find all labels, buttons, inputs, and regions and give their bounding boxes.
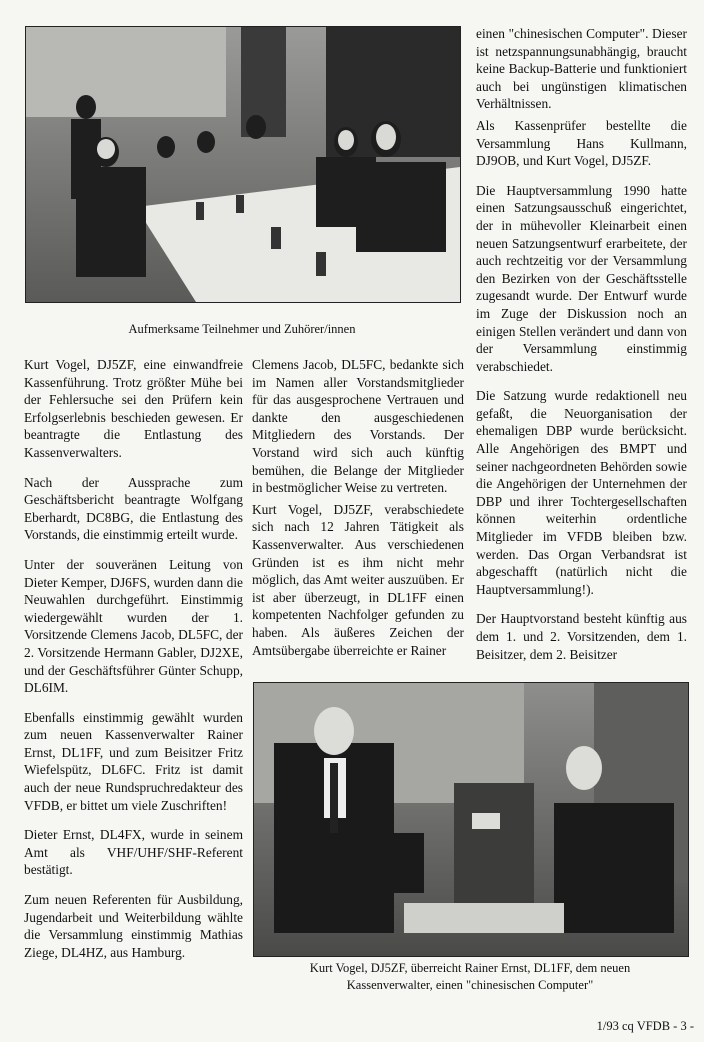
paragraph: Kurt Vogel, DJ5ZF, verabschiedete sich nach 12 Jahren Tätigkeit als Kassenverwalter. Aus verschiedenen Gründen ist es ihm nicht mehr möglich, das Amt weiter auszuüben. Er ist aber überzeugt, in DL1FF einen kompetenten Nachfolger gefunden zu haben. Als äußeres Zeichen der Amtsübergabe überreichte er Rainer [252,501,464,658]
paragraph: Kurt Vogel, DJ5ZF, eine einwandfreie Kassenführung. Trotz größter Mühe bei der Fehlersuche sei den Prüfern kein Erfolgserlebnis beschieden gewesen. Er beantragte die Entlastung des Kassenverwalters. [24,357,243,460]
paragraph: Zum neuen Referenten für Ausbildung, Jugendarbeit und Weiterbildung wählte die Versammlung einstimmig Mathias Ziege, DL4HZ, aus Hamburg. [24,892,243,960]
paragraph: Dieter Ernst, DL4FX, wurde in seinem Amt als VHF/UHF/SHF-Referent bestätigt. [24,827,243,878]
paragraph: Unter der souveränen Leitung von Dieter Kemper, DJ6FS, wurden dann die Neuwahlen durchgeführt. Einstimmig wiedergewählt wurden der 1. Vorsitzende Clemens Jacob, DL5FC, der 2. Vorsitzende Hermann Gabler, DJ2XE, und der Geschäftsführer Günter Schupp, DL6IM. [24,556,243,696]
paragraph: Die Satzung wurde redaktionell neu gefaßt, die Neuorganisation der ehemaligen DBP wurde berücksicht. Alle Angehörigen des BMPT und seiner nachgeordneten Behörden sowie die Angehörigen der Unternehmen der DBP und ihrer Tochtergesellschaften können weiterhin ordentliche Mitglieder im VFDB bleiben bzw. werden. Das Organ Verbandsrat ist abgeschafft (natürlich nicht die Hauptversammlung!). [476,388,687,597]
photo-meeting-attendees [25,26,461,303]
paragraph: Ebenfalls einstimmig gewählt wurden zum neuen Kassenverwalter Rainer Ernst, DL1FF, und zum Beisitzer Fritz Wiefelspütz, DL6FC. Fritz ist damit auch der neue Rundspruchredakteur des VFDB, er bittet um viele Zuschriften! [24,709,243,813]
text-column-3 [476,25,687,675]
photo-handover [253,682,689,957]
paragraph: Clemens Jacob, DL5FC, bedankte sich im Namen aller Vorstandsmitglieder für das ausgesprochene Vertrauen und dankte den ausgeschiedenen Mitgliedern des Vorstands. Der Vorstand wird sich auch künftig bemühen, die Belange der Mitglieder in bestmöglicher Weise zu vertreten. [252,357,464,496]
caption-line: Kurt Vogel, DJ5ZF, überreicht Rainer Ernst, DL1FF, dem neuen [309,961,631,975]
text-column-2 [252,356,464,671]
paragraph: einen "chinesischen Computer". Dieser ist netzspannungsunabhängig, braucht keine Backup-Batterie und funktioniert auch bei ungünstigen klimatischen Verhältnissen. [476,26,687,112]
page-footer: 1/93 cq VFDB - 3 - [596,1019,694,1033]
paragraph: Die Hauptversammlung 1990 hatte einen Satzungsausschuß eingerichtet, der in mühevoller Kleinarbeit einen neuen Satzungsentwurf erarbeitete, der auch rechtzeitig vor der Versammlung den Bezirken von der Geschäftsstelle zugesandt wurde. Der Entwurf wurde im Zuge der Diskussion noch an einigen Stellen verändert und dann von der Versammlung einstimmig verabschiedet. [476,182,687,374]
paragraph: Der Hauptvorstand besteht künftig aus dem 1. und 2. Vorsitzenden, dem 1. Beisitzer, dem 2. Beisitzer [476,611,687,662]
text-column-1 [24,356,243,973]
photo-meeting-caption: Aufmerksame Teilnehmer und Zuhörer/innen [128,322,356,336]
paragraph: Als Kassenprüfer bestellte die Versammlung Hans Kullmann, DJ9OB, und Kurt Vogel, DJ5ZF. [476,117,687,169]
photo-handover-caption [253,960,687,994]
caption-line: Kassenverwalter, einen "chinesischen Computer" [346,978,594,992]
paragraph: Nach der Aussprache zum Geschäftsbericht beantragte Wolfgang Eberhardt, DC8BG, die Entlastung des Vorstands, die einstimmig erteilt wurde. [24,474,243,543]
